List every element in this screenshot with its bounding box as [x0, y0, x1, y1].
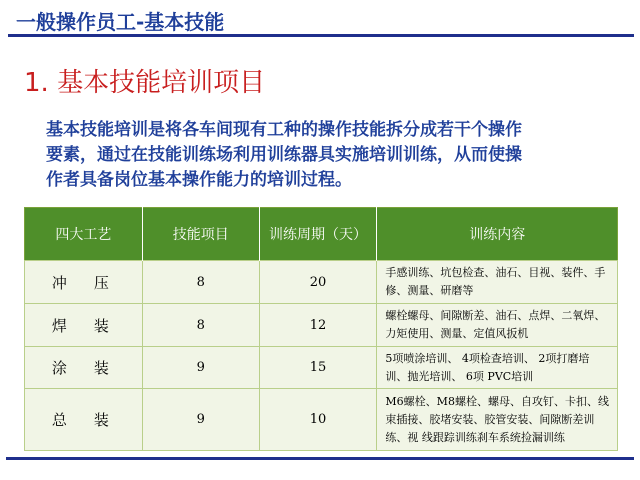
- content-cell: 5项喷涂培训、 4项检查培训、 2项打磨培训、抛光培训、 6项 PVC培训: [377, 347, 618, 389]
- craft-cell: 总 装: [25, 389, 143, 451]
- page-header-title: 一般操作员工-基本技能: [16, 10, 225, 34]
- skills-table: [24, 207, 618, 451]
- craft-cell: 焊 装: [25, 304, 143, 347]
- table-row: [25, 347, 618, 389]
- days-cell: 10: [259, 389, 377, 451]
- column-header-content: 训练内容: [377, 208, 618, 261]
- header-divider: [8, 34, 634, 37]
- craft-cell: 涂 装: [25, 347, 143, 389]
- items-cell: 8: [142, 304, 259, 347]
- table-row: [25, 304, 618, 347]
- items-cell: 9: [142, 347, 259, 389]
- intro-line: 作者具备岗位基本操作能力的培训过程。: [46, 170, 352, 190]
- footer-divider: [6, 457, 634, 460]
- table-header-row: [25, 208, 618, 261]
- column-header-days: 训练周期（天）: [259, 208, 377, 261]
- intro-line: 基本技能培训是将各车间现有工种的操作技能拆分成若干个操作: [46, 120, 522, 140]
- column-header-items: 技能项目: [142, 208, 259, 261]
- days-cell: 12: [259, 304, 377, 347]
- table-row: [25, 389, 618, 451]
- intro-paragraph: [46, 118, 606, 193]
- table-row: [25, 261, 618, 304]
- content-cell: 螺栓螺母、间隙断差、油石、点焊、二氧焊、力矩使用、测量、定值风扳机: [377, 304, 618, 347]
- days-cell: 15: [259, 347, 377, 389]
- content-cell: M6螺栓、M8螺栓、螺母、自攻钉、卡扣、线束插接、胶堵安装、胶管安装、间隙断差训练、视 线跟踪训练刹车系统捡漏训练: [377, 389, 618, 451]
- craft-cell: 冲 压: [25, 261, 143, 304]
- intro-line: 要素，通过在技能训练场利用训练器具实施培训训练，从而使操: [46, 145, 522, 165]
- items-cell: 9: [142, 389, 259, 451]
- section-title: 1. 基本技能培训项目: [24, 68, 266, 98]
- column-header-craft: 四大工艺: [25, 208, 143, 261]
- content-cell: 手感训练、坑包检查、油石、目视、装件、手修、测量、研磨等: [377, 261, 618, 304]
- items-cell: 8: [142, 261, 259, 304]
- days-cell: 20: [259, 261, 377, 304]
